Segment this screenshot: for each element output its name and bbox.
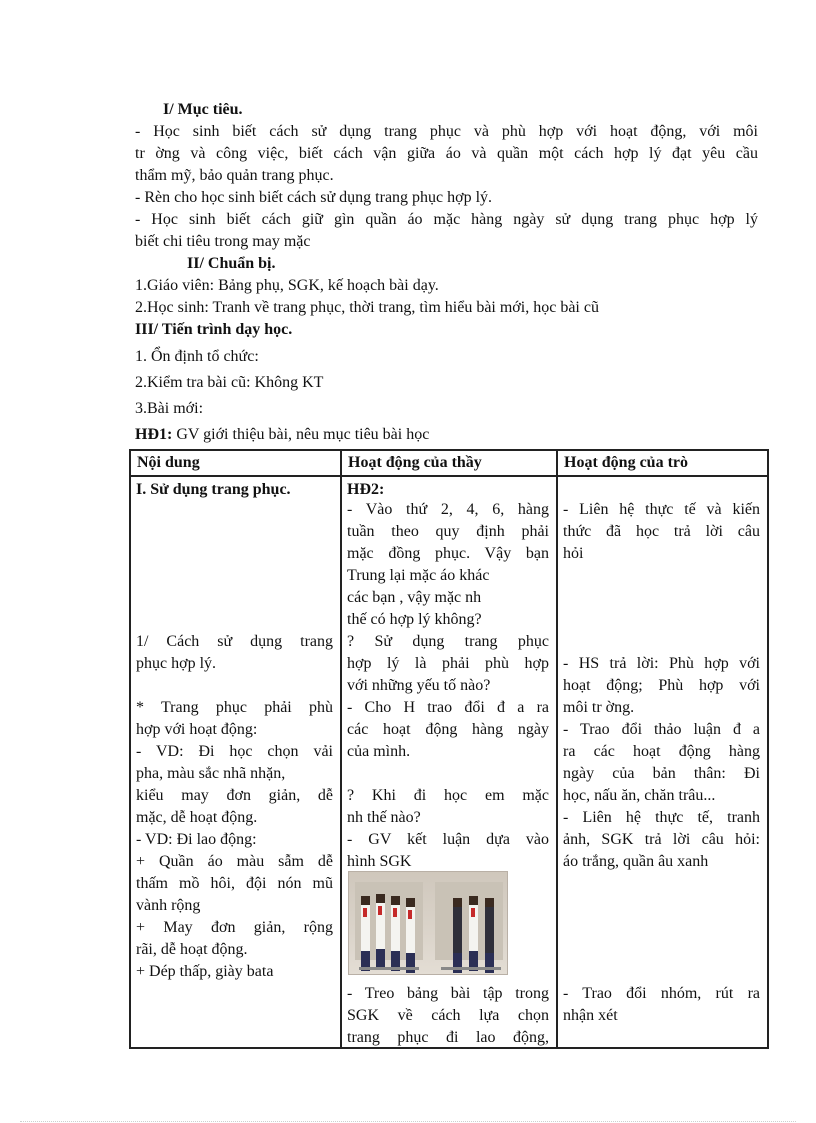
content-line: mặc, dễ hoạt động. bbox=[136, 809, 258, 826]
teacher-line: - Vào thứ 2, 4, 6, hàng bbox=[347, 501, 549, 518]
content-line: - VD: Đi lao động: bbox=[136, 831, 257, 848]
teacher-line: các bạn , vậy mặc nh bbox=[347, 589, 482, 606]
content-line: - VD: Đi học chọn vải bbox=[136, 743, 333, 760]
content-line: + Dép thấp, giày bata bbox=[136, 963, 274, 980]
student-line: - Trao đổi nhóm, rút ra bbox=[563, 985, 760, 1002]
objective-line: - Rèn cho học sinh biết cách sử dụng trang phục hợp lý. bbox=[135, 189, 493, 206]
teacher-cell bbox=[341, 476, 557, 1048]
teacher-line: hình SGK bbox=[347, 853, 412, 870]
preparation-student: 2.Học sinh: Tranh về trang phục, thời trang, tìm hiểu bài mới, học bài cũ bbox=[135, 299, 599, 316]
content-cell bbox=[130, 476, 341, 1048]
table-header-row bbox=[130, 450, 768, 476]
content-line: + Quần áo màu sẫm dễ bbox=[136, 853, 333, 870]
content-line: 1/ Cách sử dụng trang bbox=[136, 633, 333, 650]
teacher-line: nh thế nào? bbox=[347, 809, 421, 826]
content-line: rãi, dễ hoạt động. bbox=[136, 941, 248, 958]
student-line: ra các hoạt động hàng bbox=[563, 743, 760, 760]
student-line: học, nấu ăn, chăn trâu... bbox=[563, 787, 716, 804]
header-teacher: Hoạt động của thầy bbox=[341, 450, 557, 476]
teacher-line: thế có hợp lý không? bbox=[347, 611, 482, 628]
content-line: kiểu may đơn giản, dễ bbox=[136, 787, 333, 804]
teacher-line: mặc đồng phục. Vậy bạn bbox=[347, 545, 549, 562]
student-line: - Trao đổi thảo luận đ a bbox=[563, 721, 760, 738]
student-line: hỏi bbox=[563, 545, 584, 562]
teacher-line: - GV kết luận dựa vào bbox=[347, 831, 549, 848]
student-line: hoạt động; Phù hợp với bbox=[563, 677, 760, 694]
objective-line: biết chi tiêu trong may mặc bbox=[135, 233, 311, 250]
teacher-line: - Treo bảng bài tập trong bbox=[347, 985, 549, 1002]
hd1-text: GV giới thiệu bài, nêu mục tiêu bài học bbox=[172, 426, 430, 443]
header-content: Nội dung bbox=[130, 450, 341, 476]
teacher-line: tuần theo quy định phải bbox=[347, 523, 549, 540]
content-line: phục hợp lý. bbox=[136, 655, 217, 672]
teacher-line: Trung lại mặc áo khác bbox=[347, 567, 490, 584]
teacher-line: ? Sử dụng trang phục bbox=[347, 633, 549, 650]
section-heading-preparation: II/ Chuẩn bị. bbox=[187, 255, 276, 272]
teacher-line: của mình. bbox=[347, 743, 411, 760]
header-student: Hoạt động của trò bbox=[557, 450, 768, 476]
student-line: ngày của bản thân: Đi bbox=[563, 765, 760, 782]
hd1-label: HĐ1: bbox=[135, 426, 173, 443]
objective-line: - Học sinh biết cách sử dụng trang phục và phù hợp với hoạt động, với môi bbox=[135, 123, 758, 140]
content-line: vành rộng bbox=[136, 897, 201, 914]
student-line: - Liên hệ thực tế và kiến bbox=[563, 501, 760, 518]
hd1-line bbox=[135, 424, 429, 445]
student-line: - Liên hệ thực tế, tranh bbox=[563, 809, 760, 826]
content-line: * Trang phục phải phù bbox=[136, 699, 333, 716]
table-row bbox=[130, 476, 768, 1048]
teacher-line: với những yếu tố nào? bbox=[347, 677, 491, 694]
section-heading-process: III/ Tiến trình dạy học. bbox=[135, 321, 293, 338]
student-line: - HS trả lời: Phù hợp với bbox=[563, 655, 760, 672]
process-step: 3.Bài mới: bbox=[135, 400, 204, 417]
textbook-uniform-photo bbox=[348, 871, 508, 975]
page-bottom-border bbox=[20, 1121, 796, 1122]
objective-line: thẩm mỹ, bảo quản trang phục. bbox=[135, 167, 334, 184]
student-line: môi tr ờng. bbox=[563, 699, 635, 716]
student-line: nhận xét bbox=[563, 1007, 618, 1024]
teacher-line: - Cho H trao đổi đ a ra bbox=[347, 699, 549, 716]
objective-line: tr ờng và công việc, biết cách vận giữa áo và quần một cách hợp lý đạt yêu cầu bbox=[135, 145, 758, 162]
objective-line: - Học sinh biết cách giữ gìn quần áo mặc hàng ngày sử dụng trang phục hợp lý bbox=[135, 211, 758, 228]
student-line: ảnh, SGK trả lời câu hỏi: bbox=[563, 831, 760, 848]
content-line: + May đơn giản, rộng bbox=[136, 919, 333, 936]
student-line: áo trắng, quần âu xanh bbox=[563, 853, 709, 870]
content-line: hợp với hoạt động: bbox=[136, 721, 258, 738]
teacher-line: ? Khi đi học em mặc bbox=[347, 787, 549, 804]
lesson-table bbox=[129, 449, 769, 1049]
content-line: thấm mồ hôi, đội nón mũ bbox=[136, 875, 333, 892]
teacher-line: các hoạt động hàng ngày bbox=[347, 721, 549, 738]
preparation-teacher: 1.Giáo viên: Bảng phụ, SGK, kế hoạch bài dạy. bbox=[135, 277, 439, 294]
student-line: thức đã học trả lời câu bbox=[563, 523, 760, 540]
content-line: pha, màu sắc nhã nhặn, bbox=[136, 765, 286, 782]
teacher-line: hợp lý là phải phù hợp bbox=[347, 655, 549, 672]
content-title: I. Sử dụng trang phục. bbox=[136, 481, 291, 498]
process-step: 2.Kiểm tra bài cũ: Không KT bbox=[135, 374, 324, 391]
teacher-line: trang phục đi lao động, bbox=[347, 1029, 549, 1046]
hd2-label: HĐ2: bbox=[347, 481, 385, 498]
section-heading-objectives: I/ Mục tiêu. bbox=[163, 101, 243, 118]
teacher-line: SGK về cách lựa chọn bbox=[347, 1007, 549, 1024]
student-cell bbox=[557, 476, 768, 1048]
process-step: 1. Ổn định tổ chức: bbox=[135, 348, 259, 365]
